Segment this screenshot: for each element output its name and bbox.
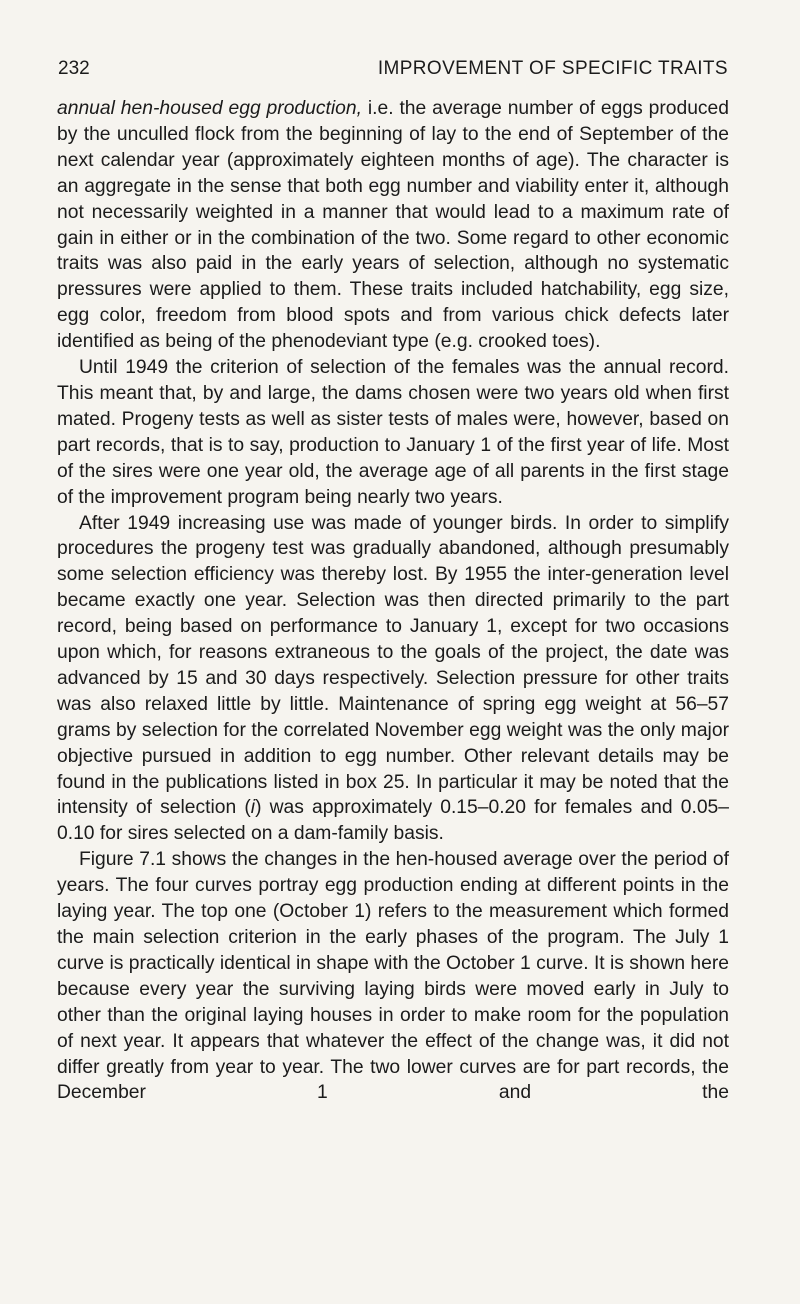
page-number: 232 — [58, 58, 90, 79]
paragraph — [57, 355, 729, 510]
paragraph — [57, 511, 729, 848]
running-title: IMPROVEMENT OF SPECIFIC TRAITS — [377, 58, 728, 79]
paragraph-text: ) was approximately 0.15–0.20 for females and 0.05–0.10 for sires selected on a dam-family basis. — [57, 797, 729, 845]
body-text — [57, 96, 729, 1106]
paragraph — [57, 847, 729, 1106]
paragraph — [57, 96, 729, 355]
running-header — [58, 58, 728, 80]
paragraph-text: After 1949 increasing use was made of younger birds. In order to simplify procedures the progeny test was gradually abandoned, although presumably some selection efficiency was thereby lost. By 1955 the inter-generation level became exactly one year. Selection was then directed primarily to the part record, being based on performance to January 1, except for two occasions upon which, for reasons extraneous to the goals of the project, the date was advanced by 15 and 30 days respectively. Selection pressure for other traits was also relaxed little by little. Maintenance of spring egg weight at 56–57 grams by selection for the correlated November egg weight was the only major objective pursued in addition to egg number. Other relevant details may be found in the publications listed in box 25. In particular it may be noted that the intensity of selection ( — [57, 512, 729, 819]
paragraph-text: Until 1949 the criterion of selection of the females was the annual record. This meant that, by and large, the dams chosen were two years old when first mated. Progeny tests as well as sister tests of males were, however, based on part records, that is to say, production to January 1 of the first year of life. Most of the sires were one year old, the average age of all parents in the first stage of the improvement program being nearly two years. — [57, 357, 729, 508]
paragraph-text: Figure 7.1 shows the changes in the hen-housed average over the period of years. The four curves portray egg production ending at different points in the laying year. The top one (October 1) refers to the measurement which formed the main selection criterion in the early phases of the program. The July 1 curve is practically identical in shape with the October 1 curve. It is shown here because every year the surviving laying birds were moved early in July to other than the original laying houses in order to make room for the population of next year. It appears that whatever the effect of the change was, it did not differ greatly from year to year. The two lower curves are for part records, the December 1 and the — [57, 849, 729, 1104]
paragraph-text: i.e. the average number of eggs produced by the unculled flock from the beginning of lay to the end of September of the next calendar year (approximately eighteen months of age). The character is an aggregate in the sense that both egg number and viability enter it, although not necessarily weighted in a manner that would lead to a maximum rate of gain in either or in the combination of the two. Some regard to other economic traits was also paid in the early years of selection, although no systematic pressures were applied to them. These traits included hatchability, egg size, egg color, freedom from blood spots and from various chick defects later identified as being of the phenodeviant type (e.g. crooked toes). — [57, 98, 730, 353]
italic-term: annual hen-housed egg production, — [57, 98, 362, 119]
italic-symbol: i — [250, 797, 256, 819]
